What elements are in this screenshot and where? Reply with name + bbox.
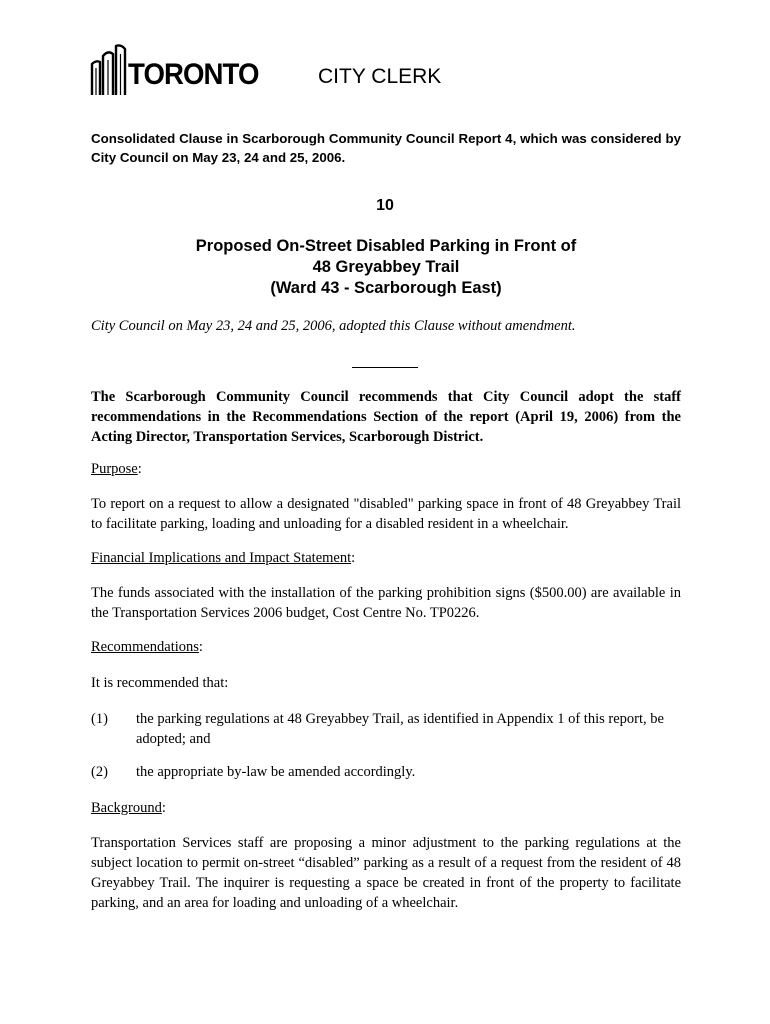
recommendation-number: (2) [91,764,108,780]
recommendation-text: the appropriate by-law be amended accordingly. [136,764,416,780]
recommendation-intro: The Scarborough Community Council recommends that City Council adopt the staff recommendations in the Recommendations Section of the report (April 19, 2006) from the Acting Director, Transportation Services, Scarborough District. [91,389,681,445]
toronto-logo [88,44,259,96]
recommendation-number: (1) [91,711,108,727]
department-title: CITY CLERK [318,65,442,88]
title-line: (Ward 43 - Scarborough East) [270,279,502,297]
background-heading: Background: [91,800,166,816]
purpose-heading-label: Purpose [91,461,138,477]
purpose-body: To report on a request to allow a designated "disabled" parking space in front of 48 Greyabbey Trail to facilitate parking, loading and unloading for a disabled resident in a wheelchair. [91,496,681,532]
item-number: 10 [376,197,394,214]
financial-body: The funds associated with the installation of the parking prohibition signs ($500.00) are available in the Transportation Services 2006 budget, Cost Centre No. TP0226. [91,585,681,621]
financial-heading: Financial Implications and Impact Statement: [91,550,356,566]
title-line: Proposed On-Street Disabled Parking in Front of [195,237,577,255]
separator-rule [352,367,418,368]
logo-wordmark: TORONTO [128,58,259,91]
recommendations-heading: Recommendations: [91,639,203,655]
background-body: Transportation Services staff are proposing a minor adjustment to the parking regulations at the subject location to permit on-street “disabled” parking as a result of a request from the resident of 48 Greyabbey Trail. The inquirer is requesting a space be created in front of the property to facilitate parking, and an area for loading and unloading of a wheelchair. [91,835,681,911]
council-adoption-note: City Council on May 23, 24 and 25, 2006, adopted this Clause without amendment. [91,318,576,334]
title-line: 48 Greyabbey Trail [312,258,460,276]
financial-heading-label: Financial Implications and Impact Statement [91,550,352,566]
consolidated-clause: Consolidated Clause in Scarborough Community Council Report 4, which was considered by City Council on May 23, 24 and 25, 2006. [91,131,681,165]
recommendations-heading-label: Recommendations [91,639,199,655]
clause-title [91,236,681,299]
city-hall-towers-icon [88,44,128,96]
recommendations-intro: It is recommended that: [91,675,229,691]
background-heading-label: Background [91,800,162,816]
recommendation-text: the parking regulations at 48 Greyabbey Trail, as identified in Appendix 1 of this report, be adopted; and [136,711,664,747]
purpose-heading: Purpose: [91,461,142,477]
